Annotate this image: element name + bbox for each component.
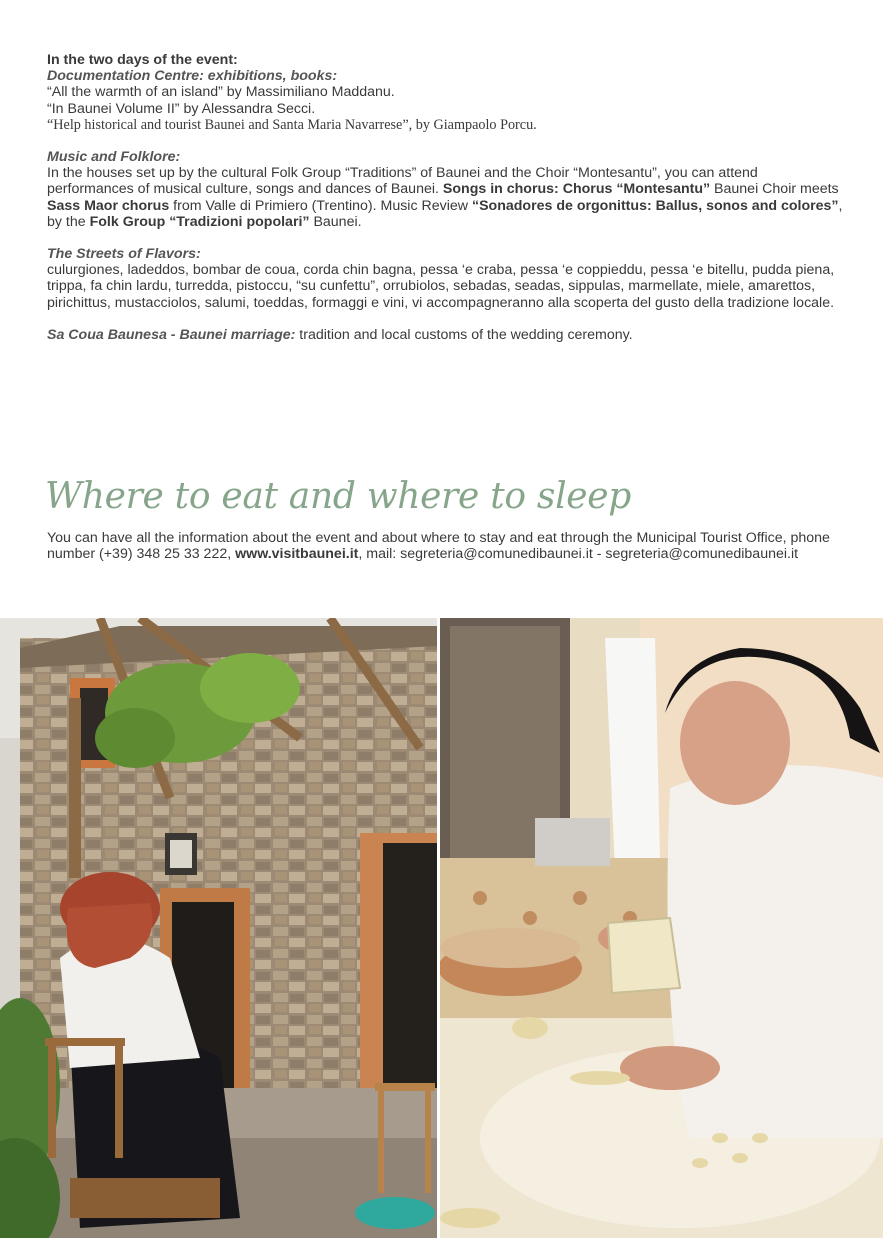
book-author: , by Giampaolo Porcu. <box>408 116 537 133</box>
book-title: “All the warmth of an island” <box>47 84 223 101</box>
book-author: by Alessandra Secci. <box>179 100 316 117</box>
music-text: , by the <box>47 197 843 230</box>
music-paragraph <box>47 165 847 230</box>
event-intro: In the two days of the event: <box>47 52 238 68</box>
music-bold: Sass Maor chorus <box>47 197 170 214</box>
marriage-text: tradition and local customs of the wedding ceremony. <box>295 326 633 343</box>
stone-house-photo <box>0 618 437 1238</box>
book-author: by Massimiliano Maddanu. <box>222 84 395 101</box>
info-text: You can have all the information about the event and about where to stay and eat through the Municipal Tourist Office, phone number (+39) 348 25 33 222, <box>47 530 830 563</box>
music-text: Baunei. <box>309 213 362 230</box>
music-heading: Music and Folklore: <box>47 149 181 166</box>
kitchen-photo <box>440 618 883 1238</box>
section-title: Where to eat and where to sleep <box>45 476 632 517</box>
website-link[interactable]: www.visitbaunei.it <box>235 546 359 563</box>
info-text: , mail: segreteria@comunedibaunei.it - segreteria@comunedibaunei.it <box>358 546 799 563</box>
music-bold: Songs in chorus: Chorus “Montesantu” <box>442 181 711 198</box>
book-item <box>47 101 847 117</box>
marriage-heading: Sa Coua Baunesa - Baunei marriage: <box>47 326 296 343</box>
book-item <box>47 84 847 100</box>
music-text: from Valle di Primiero (Trentino). Music Review <box>169 197 472 214</box>
marriage-paragraph <box>47 327 847 343</box>
book-title: “In Baunei Volume II” <box>47 100 180 117</box>
music-text: In the houses set up by the cultural Folk Group “Traditions” of Baunei and the Choir “Montesantu”, you can attend performances of musical culture, songs and dances of Baunei. <box>47 165 758 198</box>
event-programme <box>47 52 847 343</box>
book-item <box>47 117 847 133</box>
flavors-heading: The Streets of Flavors: <box>47 246 201 263</box>
book-title: “Help historical and tourist Baunei and Santa Maria Navarrese” <box>47 116 409 133</box>
documentation-heading: Documentation Centre: exhibitions, books: <box>47 68 338 85</box>
music-text: Baunei Choir meets <box>710 181 839 198</box>
music-bold: “Sonadores de orgonittus: Ballus, sonos and colores” <box>471 197 839 214</box>
stone-house-illustration <box>0 618 437 1238</box>
kitchen-illustration <box>440 618 883 1238</box>
info-paragraph <box>47 530 847 562</box>
flavors-paragraph: culurgiones, ladeddos, bombar de coua, corda chin bagna, pessa ‘e craba, pessa ‘e coppieddu, pessa ‘e bitellu, pudda piena, trippa, fa chin lardu, turredda, pistoccu, “su cunfettu”, orrubiolos, sebadas, seadas, sippulas, marmellate, miele, amarettos, pirichittus, mustacciolos, salumi, toeddas, formaggi e vini, vi accompagneranno alla scoperta del gusto della tradizione locale. <box>47 262 835 311</box>
music-bold: Folk Group “Tradizioni popolari” <box>89 213 310 230</box>
